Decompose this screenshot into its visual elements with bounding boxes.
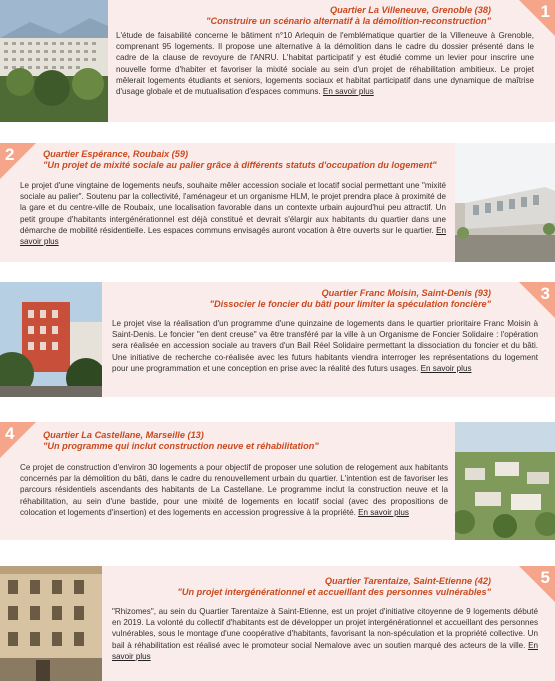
section-number: 5 xyxy=(540,568,550,587)
description-text: Ce projet de construction d'environ 30 logements a pour objectif de proposer une solution de relogement aux habitants concernés par la démolition du bâti, dans le cadre du renouvellement urbain du quartier. L'intention est de favoriser les parcours résidentiels ascendants des habitants de La Castellane. Le programme inclut la construction neuve et la réhabilitation, au sein d'une bastide, pour une mixité de logements en locatif social (avec des propositions de colocation et logements d'insertion) et des logements en accession progressive à la propriété. xyxy=(20,463,448,517)
project-photo-saint-denis xyxy=(0,282,102,397)
read-more-link[interactable]: En savoir plus xyxy=(112,640,538,661)
project-subtitle: "Un projet intergénérationnel et accueillant des personnes vulnérables" xyxy=(177,587,491,597)
read-more-link[interactable]: En savoir plus xyxy=(358,507,409,517)
project-photo-marseille xyxy=(455,422,555,540)
section-number: 2 xyxy=(5,145,15,164)
project-card-2 xyxy=(0,143,555,262)
description-text: Le projet vise la réalisation d'un programme d'une quinzaine de logements dans le quartier prioritaire Franc Moisin à Saint-Denis. Le foncier "en dent creuse" va être transféré par la ville à un Organisme de Foncier Solidaire : l'opération sera réalisée en accession sociale au travers d'un Bail Réel Solidaire permettant la dissociation du foncier et du bâti. Une initiative de recherche co-réalisée avec les futurs habitants viendra interroger les représentations du logement pour une programmation et une conception en prise avec la réalité des futurs usages. xyxy=(112,319,538,373)
project-photo-saint-etienne xyxy=(0,566,102,681)
project-subtitle: "Un programme qui inclut construction neuve et réhabilitation" xyxy=(43,441,319,451)
project-card-5 xyxy=(0,566,555,681)
description-text: L'étude de faisabilité concerne le bâtiment n°10 Arlequin de l'emblématique quartier de la Villeneuve à Grenoble, comprenant 95 logements. Il propose une alternative à la démolition dans le cadre du dossier présenté dans le cadre de la clause de revoyure de l'ANRU. L'habitat participatif y est étudié comme un levier pour inscrire une nouvelle forme d'habiter et favoriser la mixité sociale au sein d'un projet de réhabilitation ambitieux. Le projet mêlerait logements étudiants et seniors, logements sociaux et habitat participatif dans une dynamique de maîtrise d'usage globale et de mutualisation d'espaces communs. xyxy=(116,31,534,97)
project-description xyxy=(20,462,448,518)
project-description xyxy=(112,606,538,662)
project-location: Quartier La Castellane, Marseille (13) xyxy=(43,430,204,440)
project-description xyxy=(116,30,534,97)
project-subtitle: "Un projet de mixité sociale au palier grâce à différents statuts d'occupation du logement" xyxy=(43,160,437,170)
project-subtitle: "Dissocier le foncier du bâti pour limiter la spéculation foncière" xyxy=(209,299,491,309)
section-number: 3 xyxy=(540,284,550,303)
section-number: 1 xyxy=(540,2,550,21)
description-text: "Rhizomes", au sein du Quartier Tarentaize à Saint-Etienne, est un projet d'initiative citoyenne de 9 logements débuté en 2019. La volonté du collectif d'habitants est de développer un projet intergénérationnel et accueillant des personnes vulnérables, sous le montage d'une coopérative d'habitants, favorisant la non-spéculation et la propriété collective. Un bail à réhabilitation est réalisé avec le promoteur social Nemalove avec un soutien marqué des acteurs de la ville. xyxy=(112,607,538,650)
project-location: Quartier Tarentaize, Saint-Etienne (42) xyxy=(324,576,491,586)
project-photo-grenoble xyxy=(0,0,108,122)
project-description xyxy=(112,318,538,374)
project-card-1 xyxy=(0,0,555,122)
project-location: Quartier Franc Moisin, Saint-Denis (93) xyxy=(321,288,491,298)
project-location: Quartier Espérance, Roubaix (59) xyxy=(43,149,189,159)
project-subtitle: "Construire un scénario alternatif à la démolition-reconstruction" xyxy=(206,16,491,26)
read-more-link[interactable]: En savoir plus xyxy=(420,363,472,373)
project-card-4 xyxy=(0,422,555,540)
project-card-3 xyxy=(0,282,555,397)
read-more-link[interactable]: En savoir plus xyxy=(322,87,374,97)
section-number: 4 xyxy=(5,424,15,443)
project-description xyxy=(20,180,446,247)
description-text: Le projet d'une vingtaine de logements neufs, souhaite mêler accession sociale et locatif social permettant une "mixité sociale au palier". Soutenu par la collectivité, l'aménageur et un organisme HLM, le projet prendra place à proximité de la gare et du centre-ville de Roubaix, une localisation favorable dans un contexte urbain aujourd'hui peu attractif. Un petit groupe d'habitants intergénérationnel est déjà constitué et devrait s'élargir aux habitants du quartier dans une démarche de mobilité résidentielle. Les espaces communs envisagés auront vocation à être ouverts sur le quartier. xyxy=(20,181,446,235)
project-photo-roubaix xyxy=(455,143,555,262)
project-location: Quartier La Villeneuve, Grenoble (38) xyxy=(329,5,491,15)
read-more-link[interactable]: En savoir plus xyxy=(20,225,446,247)
